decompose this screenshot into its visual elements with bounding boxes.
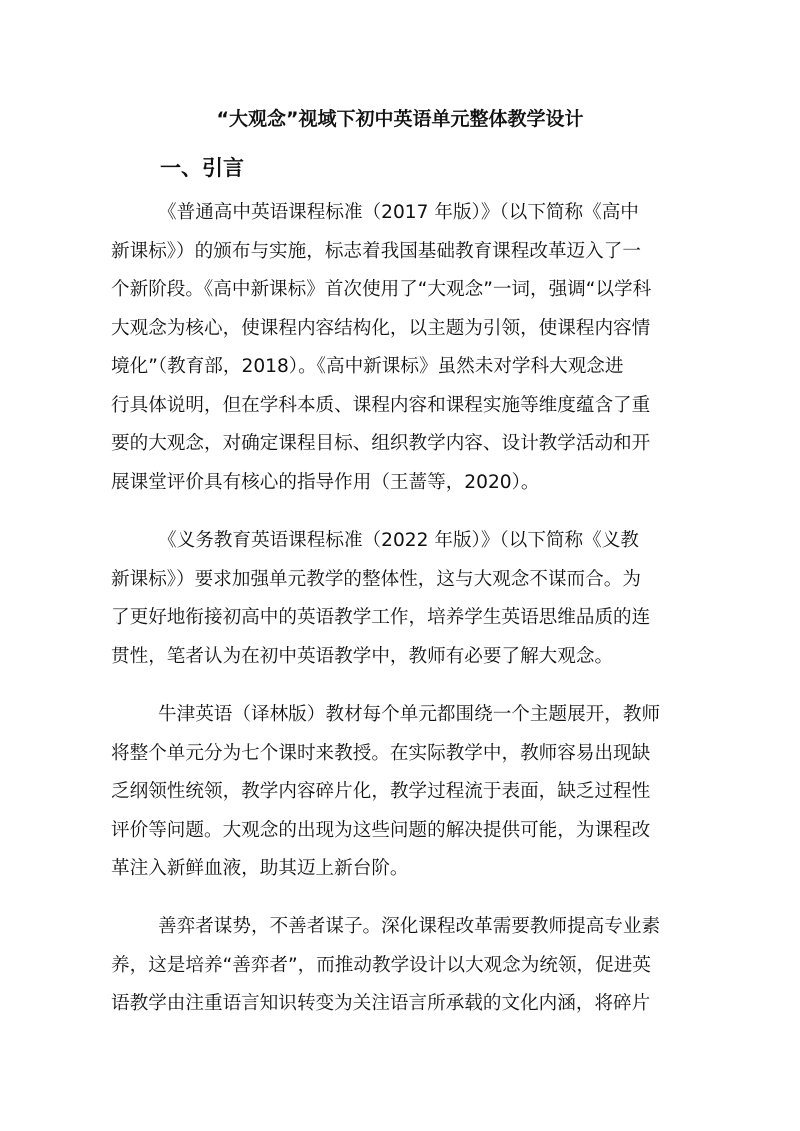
paragraph-3-line-2: 将整个单元分为七个课时来教授。在实际教学中，教师容易出现缺 [111,743,651,764]
paragraph-3-line-1: 牛津英语（译林版）教材每个单元都围绕一个主题展开，教师 [158,704,661,725]
paragraph-4-line-2: 养，这是培养“善弈者”，而推动教学设计以大观念为统领，促进英 [111,955,651,976]
paragraph-1-line-3: 个新阶段。《高中新课标》首次使用了“大观念”一词，强调“以学科 [111,279,652,300]
paragraph-2-line-4: 贯性，笔者认为在初中英语教学中，教师有必要了解大观念。 [111,646,614,667]
paragraph-4-line-1: 善弈者谋势，不善者谋子。深化课程改革需要教师提高专业素 [158,916,661,937]
paragraph-3-line-4: 评价等问题。大观念的出现为这些问题的解决提供可能，为课程改 [111,820,651,841]
paragraph-1-line-2: 新课标》）的颁布与实施，标志着我国基础教育课程改革迈入了一 [111,241,641,262]
paragraph-4-line-3: 语教学由注重语言知识转变为关注语言所承载的文化内涵，将碎片 [111,993,651,1014]
document-title: “大观念”视域下初中英语单元整体教学设计 [216,108,584,130]
paragraph-1-line-7: 要的大观念，对确定课程目标、组织教学内容、设计教学活动和开 [111,433,651,454]
paragraph-1-line-5: 境化”（教育部，2018）。《高中新课标》虽然未对学科大观念进 [111,356,624,377]
section-heading: 一、引言 [160,156,244,180]
paragraph-1-line-8: 展课堂评价具有核心的指导作用（王蔷等，2020）。 [111,472,540,493]
paragraph-2-line-1: 《义务教育英语课程标准（2022 年版）》（以下简称《义教 [158,530,639,551]
paragraph-1-line-4: 大观念为核心，使课程内容结构化，以主题为引领，使课程内容情 [111,318,651,339]
paragraph-1-line-6: 行具体说明，但在学科本质、课程内容和课程实施等维度蕴含了重 [111,395,651,416]
paragraph-3-line-5: 革注入新鲜血液，助其迈上新台阶。 [111,858,409,879]
paragraph-2-line-2: 新课标》）要求加强单元教学的整体性，这与大观念不谋而合。为 [111,569,641,590]
paragraph-1-line-1: 《普通高中英语课程标准（2017 年版）》（以下简称《高中 [158,202,639,223]
paragraph-2-line-3: 了更好地衔接初高中的英语教学工作，培养学生英语思维品质的连 [111,607,651,628]
paragraph-3-line-3: 乏纲领性统领，教学内容碎片化，教学过程流于表面，缺乏过程性 [111,781,651,802]
